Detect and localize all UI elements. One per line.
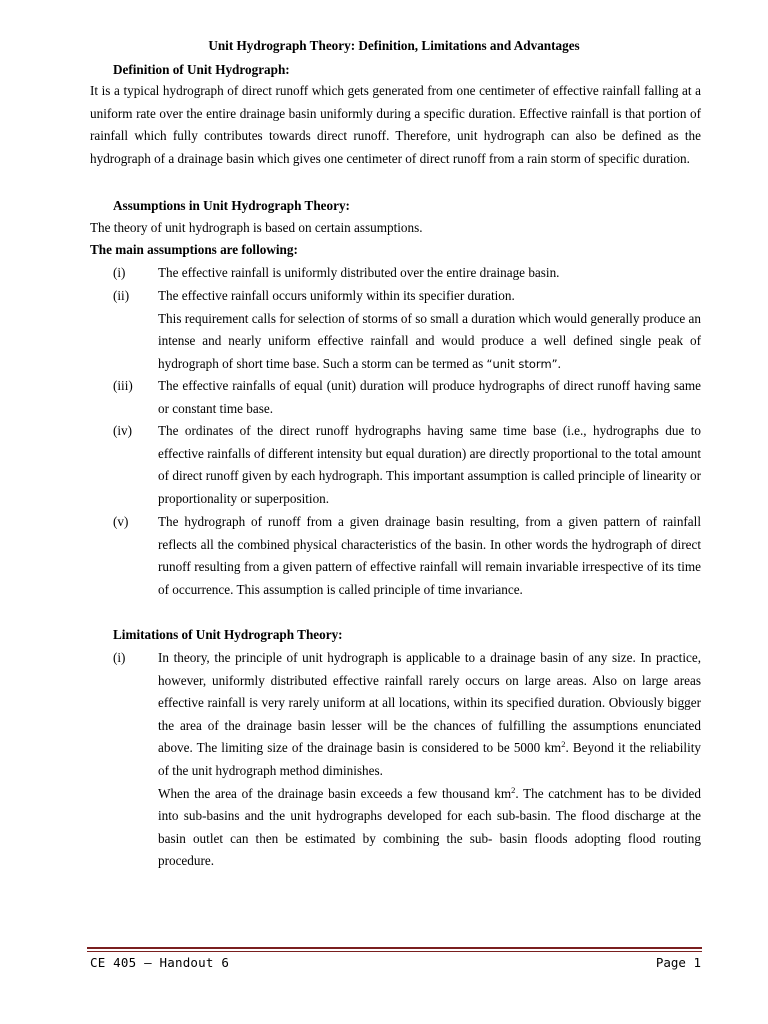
assumption-item <box>90 375 701 420</box>
item-number: (iv) <box>113 423 133 438</box>
limitations-heading: Limitations of Unit Hydrograph Theory: <box>113 627 343 642</box>
assumptions-intro: The theory of unit hydrograph is based on certain assumptions. <box>90 220 423 235</box>
item-text: The hydrograph of runoff from a given drainage basin resulting, from a given pattern of rainfall reflects all the combined physical characteristics of the basin. In other words the hydrograph of direct runoff resulting from a given pattern of effective rainfall will remain invariable irrespective of its time of occurrence. This assumption is called principle of time invariance. <box>158 514 701 597</box>
footer-divider <box>87 947 702 949</box>
unit-storm-quote: “unit storm” <box>486 356 558 371</box>
definition-heading: Definition of Unit Hydrograph: <box>113 62 290 77</box>
item-text: The effective rainfalls of equal (unit) duration will produce hydrographs of direct runoff having same or constant time base. <box>158 378 701 416</box>
definition-paragraph: It is a typical hydrograph of direct runoff which gets generated from one centimeter of effective rainfall falling at a uniform rate over the entire drainage basin uniformly during a specific duration. Effective rainfall is that portion of rainfall which fully contributes towards direct runoff. Therefore, unit hydrograph can also be defined as the hydrograph of a drainage basin which gives one centimeter of direct runoff from a rain storm of specific duration. <box>90 83 701 166</box>
item-number: (ii) <box>113 288 130 303</box>
item-extra-text: This requirement calls for selection of storms of so small a duration which would generally produce an intense and nearly uniform effective rainfall and would produce a well defined single peak of hydrograph of short time base. Such a storm can be termed as “unit storm”. <box>158 310 701 371</box>
assumptions-subheading: The main assumptions are following: <box>90 242 298 257</box>
footer-divider-thin <box>87 951 702 952</box>
assumptions-heading: Assumptions in Unit Hydrograph Theory: <box>113 198 350 213</box>
item-number: (i) <box>113 650 126 665</box>
footer-page-number: Page 1 <box>655 955 701 970</box>
limitation-item <box>90 647 701 873</box>
item-extra-text: When the area of the drainage basin exceeds a few thousand $km^2$. The catchment has to be divided into sub-basins and the unit hydrographs developed for each sub-basin. The flood discharge at the basin outlet can then be estimated by combining the sub- basin floods adopting flood routing procedure. <box>158 784 702 869</box>
assumption-item <box>90 420 701 510</box>
document-title: Unit Hydrograph Theory: Definition, Limitations and Advantages <box>208 38 580 53</box>
item-text: In theory, the principle of unit hydrograph is applicable to a drainage basin of any size. In practice, however, uniformly distributed effective rainfall rarely occurs on large areas. Also on large areas effective rainfall is very rarely uniform at all locations, within its specified duration. Obviously bigger the area of the drainage basin lesser will be the chances of fulfilling the assumptions enunciated above. The limiting size of the drainage basin is considered to be 5000 $km^2$. Beyond it the reliability of the unit hydrograph method diminishes. <box>158 650 702 778</box>
assumption-item <box>90 511 701 601</box>
item-text: The ordinates of the direct runoff hydrographs having same time base (i.e., hydrographs due to effective rainfalls of different intensity but equal duration) are directly proportional to the total amount of direct runoff given by each hydrograph. This important assumption is called principle of linearity or proportionality or superposition. <box>158 423 701 506</box>
item-number: (iii) <box>113 378 133 393</box>
item-number: (i) <box>113 265 126 280</box>
item-text: The effective rainfall occurs uniformly within its specifier duration. <box>158 288 515 303</box>
item-number: (v) <box>113 514 129 529</box>
item-text: The effective rainfall is uniformly distributed over the entire drainage basin. <box>158 265 560 280</box>
assumption-item <box>90 285 701 375</box>
footer-course-label: CE 405 – Handout 6 <box>90 955 230 970</box>
assumption-item <box>90 262 701 285</box>
